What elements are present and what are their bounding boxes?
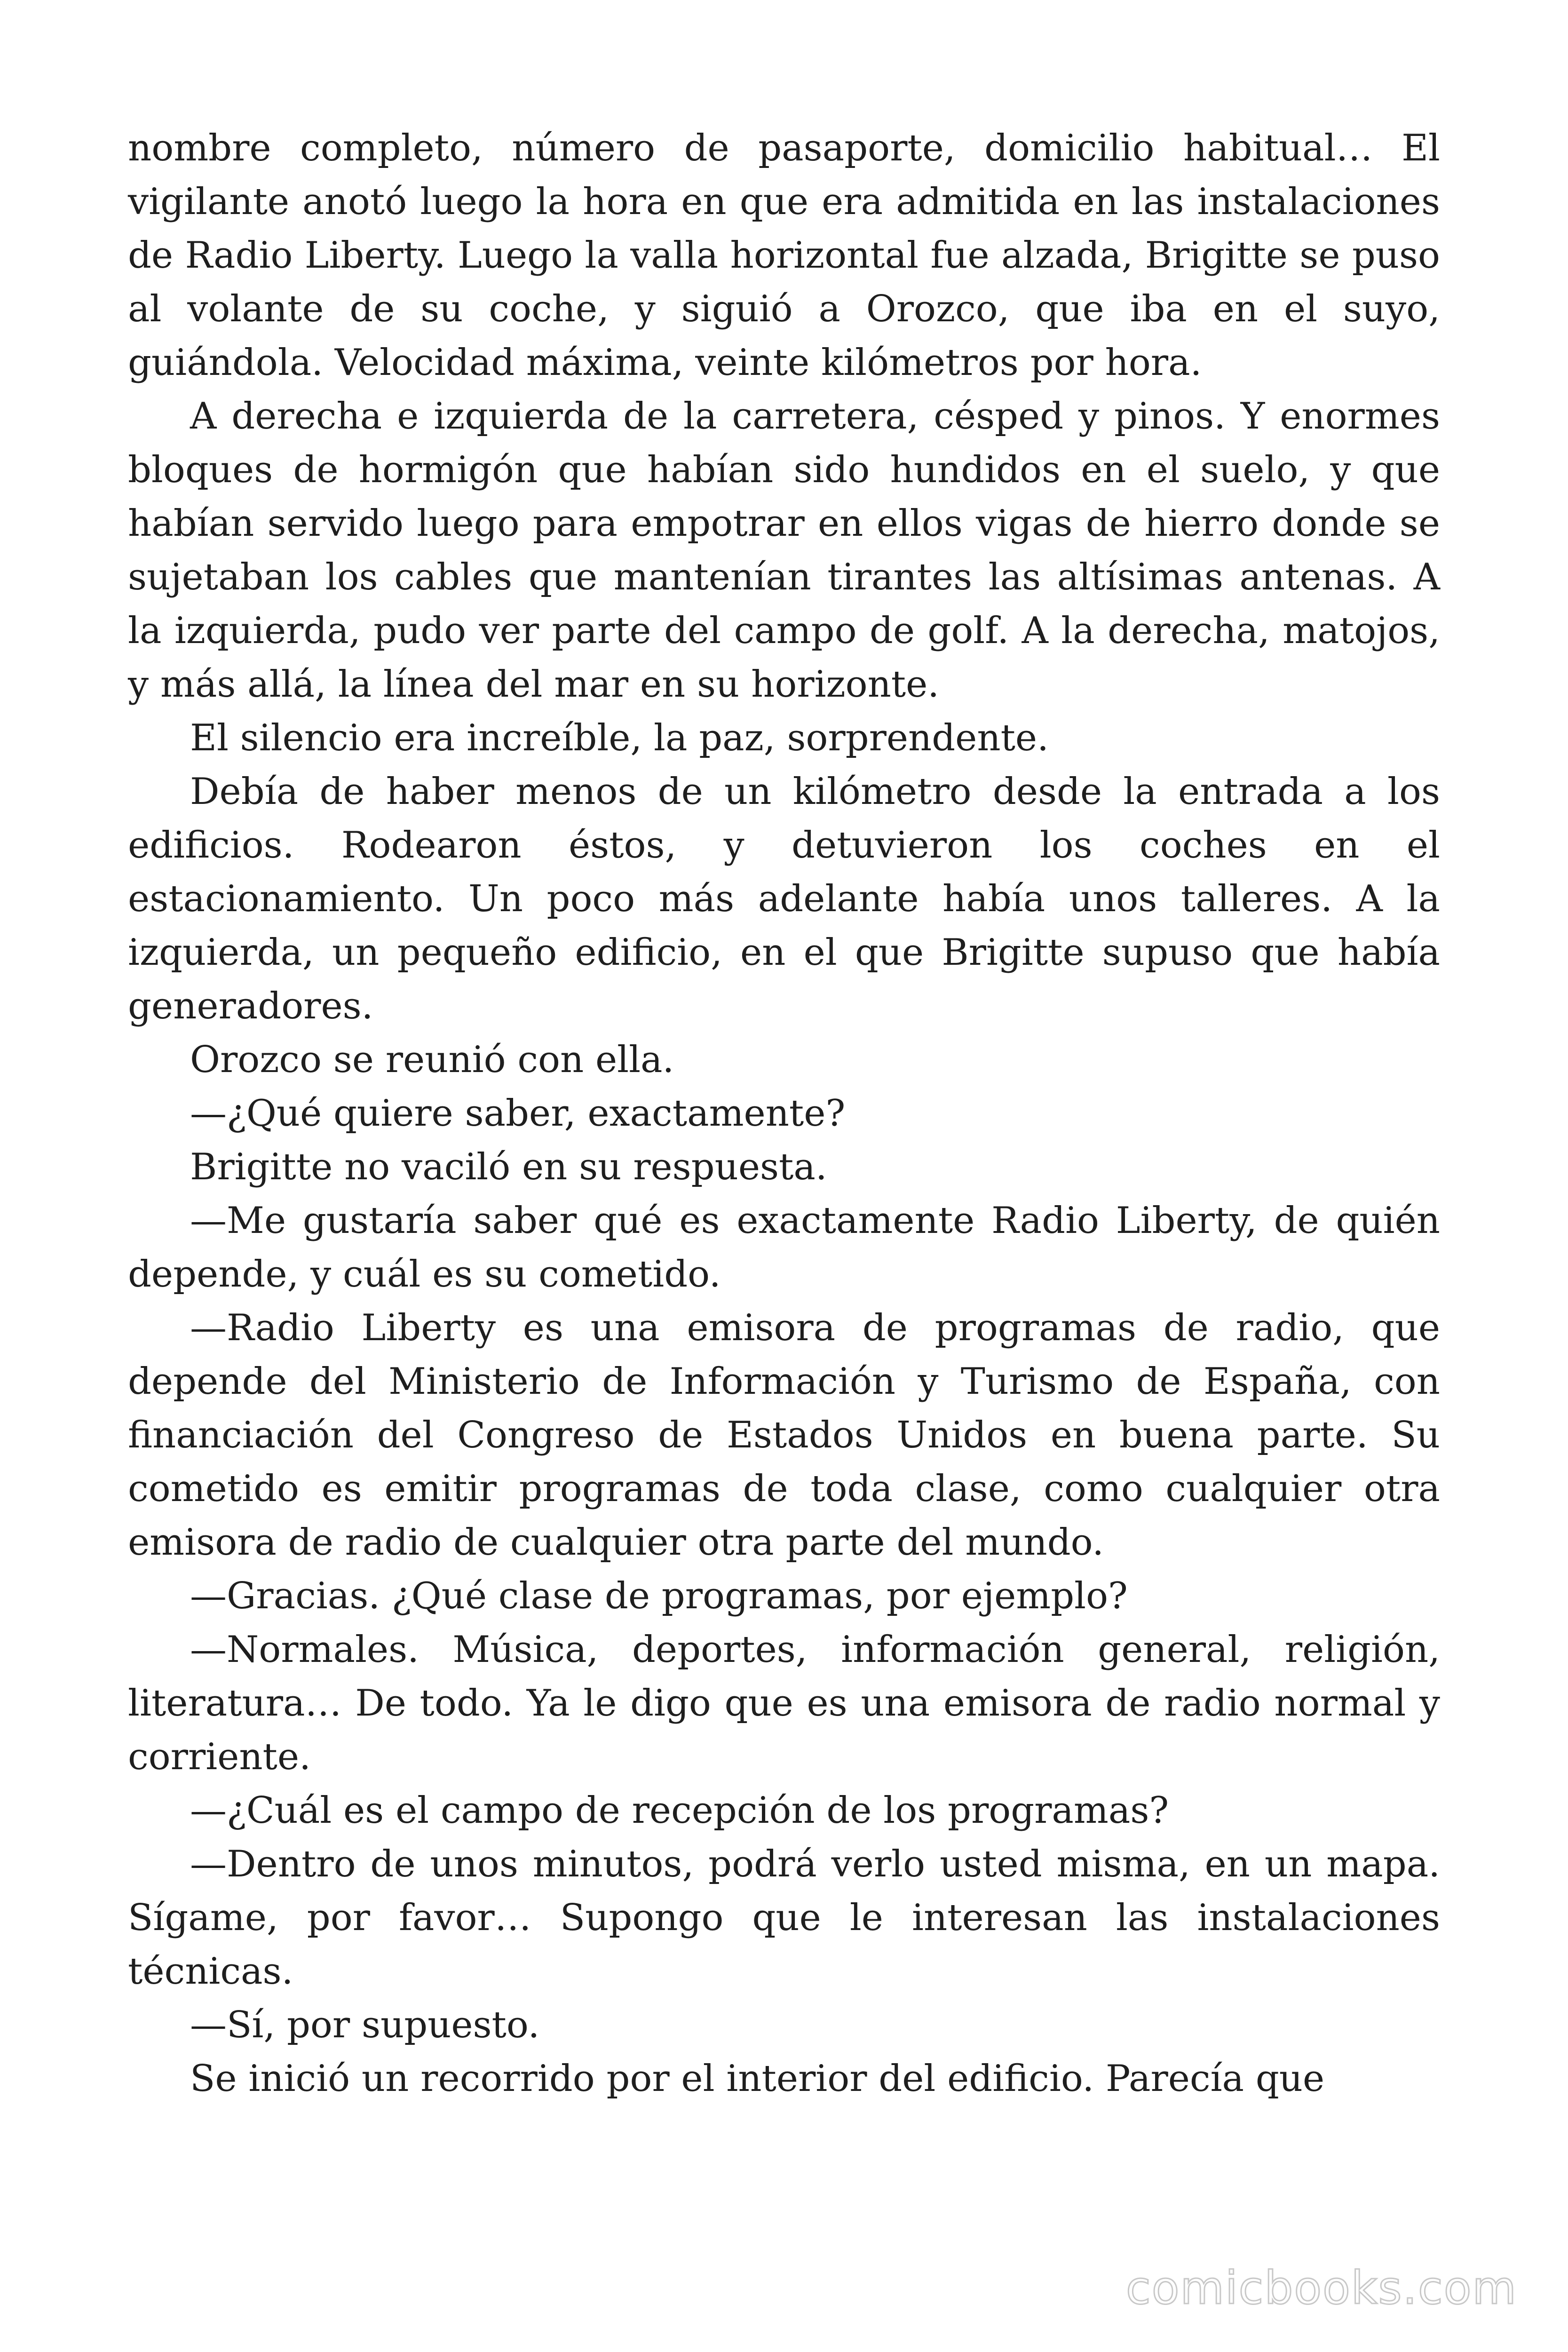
dialogue-line: —Dentro de unos minutos, podrá verlo usted misma, en un mapa. Sígame, por favor… Supongo que le interesan las instalaciones técnicas. xyxy=(128,1843,1440,1993)
dialogue-line: —Sí, por supuesto. xyxy=(190,2004,540,2046)
paragraph: Debía de haber menos de un kilómetro desde la entrada a los edificios. Rodearon éstos, y detuvieron los coches en el estacionamiento. Un poco más adelante había unos talleres. A la izquierda, un pequeño edificio, en el que Brigitte supuso que había generadores. xyxy=(128,771,1440,1027)
dialogue-line: —Radio Liberty es una emisora de programas de radio, que depende del Ministerio de Información y Turismo de España, con financiación del Congreso de Estados Unidos en buena parte. Su cometido es emitir programas de toda clase, como cualquier otra emisora de radio de cualquier otra parte del mundo. xyxy=(128,1307,1440,1564)
book-page-text xyxy=(128,121,1440,2106)
watermark: comicbooks.com xyxy=(1125,2262,1517,2314)
dialogue-line: —¿Cuál es el campo de recepción de los programas? xyxy=(190,1789,1169,1832)
paragraph: nombre completo, número de pasaporte, domicilio habitual… El vigilante anotó luego la hora en que era admitida en las instalaciones de Radio Liberty. Luego la valla horizontal fue alzada, Brigitte se puso al volante de su coche, y siguió a Orozco, que iba en el suyo, guiándola. Velocidad máxima, veinte kilómetros por hora. xyxy=(128,127,1440,384)
dialogue-line: —¿Qué quiere saber, exactamente? xyxy=(190,1092,846,1135)
dialogue-line: —Gracias. ¿Qué clase de programas, por ejemplo? xyxy=(190,1575,1128,1617)
paragraph: El silencio era increíble, la paz, sorprendente. xyxy=(190,717,1049,759)
paragraph: A derecha e izquierda de la carretera, césped y pinos. Y enormes bloques de hormigón que habían sido hundidos en el suelo, y que habían servido luego para empotrar en ellos vigas de hierro donde se sujetaban los cables que mantenían tirantes las altísimas antenas. A la izquierda, pudo ver parte del campo de golf. A la derecha, matojos, y más allá, la línea del mar en su horizonte. xyxy=(128,395,1440,706)
dialogue-line: —Me gustaría saber qué es exactamente Radio Liberty, de quién depende, y cuál es su cometido. xyxy=(128,1200,1440,1295)
paragraph: Orozco se reunió con ella. xyxy=(190,1039,674,1081)
dialogue-line: —Normales. Música, deportes, información general, religión, literatura… De todo. Ya le digo que es una emisora de radio normal y corriente. xyxy=(128,1629,1440,1778)
paragraph: Se inició un recorrido por el interior del edificio. Parecía que xyxy=(190,2058,1325,2100)
paragraph: Brigitte no vaciló en su respuesta. xyxy=(190,1146,827,1188)
